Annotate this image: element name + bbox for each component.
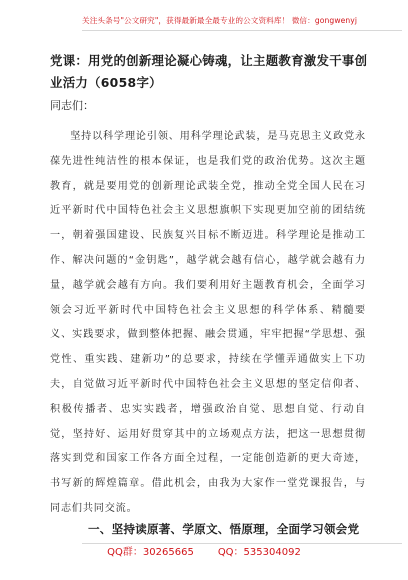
salutation: 同志们： (50, 99, 94, 112)
section-heading: 一、坚持读原著、学原文、悟原理，全面学习领会党 (88, 522, 360, 536)
footer (0, 546, 408, 560)
footer-qq-group: QQ群：30265665 (107, 547, 194, 558)
footer-qq: QQ：535304092 (217, 547, 301, 558)
header-divider (82, 30, 402, 31)
document-title: 党课：用党的创新理论凝心铸魂，让主题教育激发干事创业活力（6058字） (50, 53, 368, 90)
body-paragraph: 坚持以科学理论引领、用科学理论武装，是马克思主义政党永葆先进性纯洁性的根本保证，也是我们党的政治优势。这次主题教育，就是要用党的创新理论武装全党，推动全党全国人民在习近平新时代中国特色社会主义思想旗帜下实现更加空前的团结统一，朝着强国建设、民族复兴目标不断迈进。科学理论是推动工作、解决问题的“金钥匙”，越学就会越有信心，越学就会越有力量，越学就会越有方向。我们要利用好主题教育机会，全面学习领会习近平新时代中国特色社会主义思想的科学体系、精髓要义、实践要求，做到整体把握、融会贯通，牢牢把握“学思想、强党性、重实践、建新功”的总要求，持续在学懂弄通做实上下功夫，自觉做习近平新时代中国特色社会主义思想的坚定信仰者、积极传播者、忠实实践者，增强政治自觉、思想自觉、行动自觉，坚持好、运用好贯穿其中的立场观点方法，把这一思想贯彻落实到党和国家工作各方面全过程，一定能创造新的更大奇迹，书写新的辉煌篇章。借此机会，由我为大家作一堂党课报告，与同志们共同交流。 (50, 131, 366, 514)
footer-divider (82, 543, 402, 544)
header-banner: 关注头条号"公文研究"，获得最新最全最专业的公文资料库！ 微信：gongwenyj (82, 16, 358, 25)
